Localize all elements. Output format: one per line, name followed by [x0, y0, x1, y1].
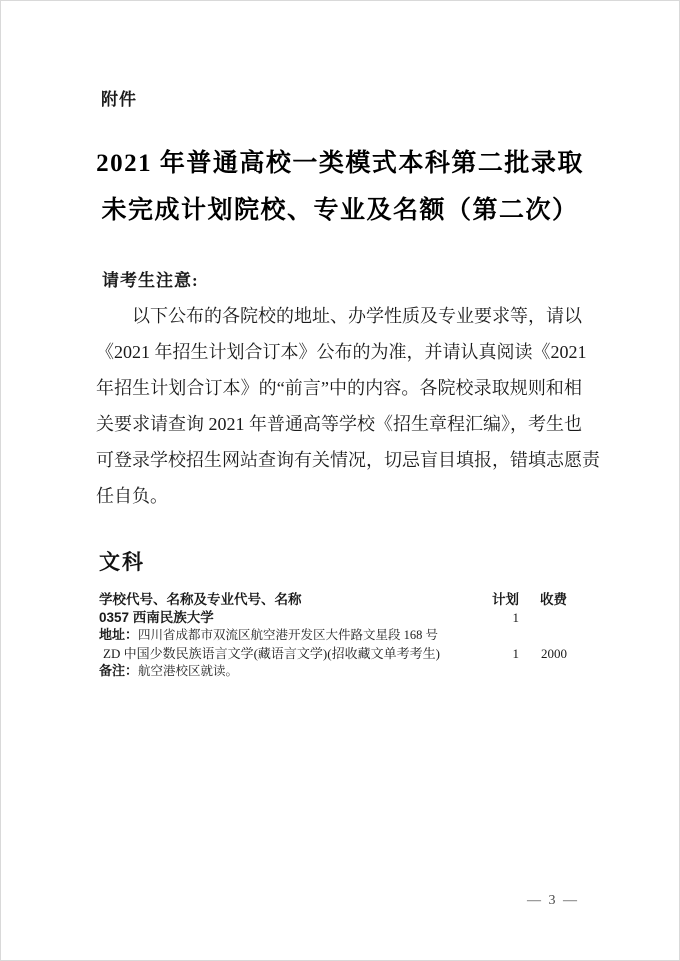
section-heading-liberal-arts: 文科: [99, 551, 145, 574]
table-header-school-major: 学校代号、名称及专业代号、名称: [99, 592, 302, 607]
notice-paragraph-line: 关要求请查询 2021 年普通高等学校《招生章程汇编》，考生也: [96, 414, 582, 434]
note-label: 备注：: [99, 663, 139, 678]
major-plan-count: 1: [512, 645, 519, 661]
notice-paragraph-line: 任自负。: [96, 486, 168, 506]
address-label: 地址：: [99, 627, 139, 642]
major-code-and-name: ZD 中国少数民族语言文学(藏语言文学)(招收藏文单考考生): [103, 645, 440, 661]
notice-paragraph-line: 可登录学校招生网站查询有关情况，切忌盲目填报，错填志愿责: [96, 450, 600, 470]
document-title-line-1: 2021 年普通高校一类模式本科第二批录取: [96, 150, 584, 177]
table-row-address: [99, 626, 567, 645]
table-header-plan: 计划: [492, 592, 519, 607]
note-text: 航空港校区就读。: [138, 664, 239, 678]
notice-paragraph-line: 年招生计划合订本》的“前言”中的内容。各院校录取规则和相: [96, 378, 582, 398]
admission-plan-table: [99, 591, 567, 681]
notice-heading: 请考生注意:: [102, 271, 199, 290]
school-note: [99, 662, 477, 681]
table-row-school: [99, 609, 567, 627]
address-text: 四川省成都市双流区航空港开发区大件路文星段 168 号: [138, 628, 439, 642]
notice-paragraph-line: 《2021 年招生计划合订本》公布的为准，并请认真阅读《2021: [96, 342, 587, 362]
school-address: [99, 626, 477, 645]
attachment-label: 附件: [101, 90, 137, 109]
table-header-row: [99, 591, 567, 609]
notice-paragraph-line: 以下公布的各院校的地址、办学性质及专业要求等，请以: [132, 306, 582, 326]
school-plan-count: 1: [512, 609, 519, 625]
notice-paragraph: [96, 298, 600, 514]
table-header-fee: 收费: [540, 592, 567, 607]
document-title: [51, 140, 629, 234]
school-code-and-name: 0357 西南民族大学: [99, 609, 214, 625]
page-number: — 3 —: [527, 893, 579, 908]
document-title-line-2: 未完成计划院校、专业及名额（第二次）: [101, 197, 579, 224]
major-fee: 2000: [541, 645, 567, 661]
table-row-major: [99, 645, 567, 663]
table-row-note: [99, 662, 567, 681]
